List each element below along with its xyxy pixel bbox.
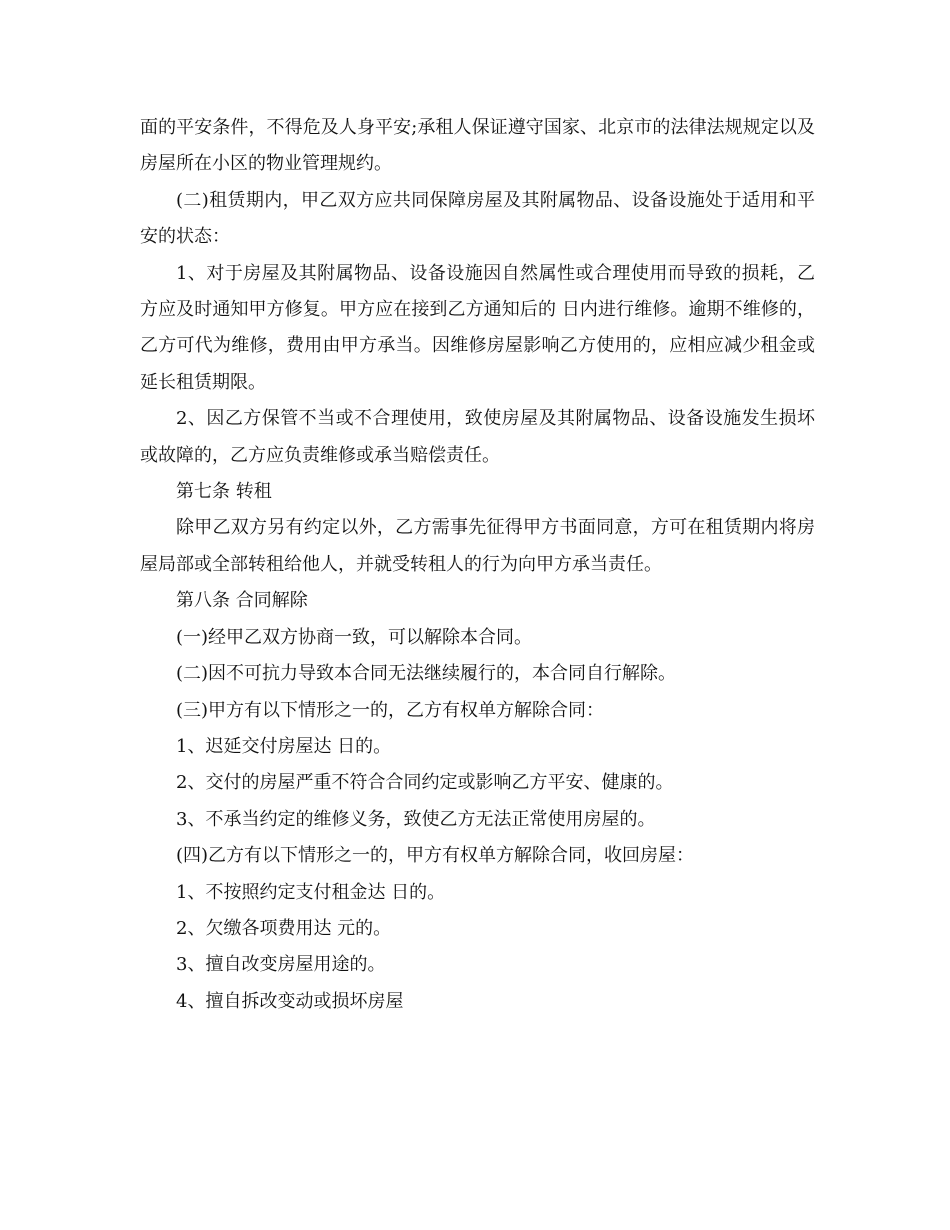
list-item-4-1: 1、不按照约定支付租金达 日的。 <box>176 881 446 903</box>
list-item-3-1: 1、迟延交付房屋达 日的。 <box>176 735 392 757</box>
paragraph-termination-4: (四)乙方有以下情形之一的，甲方有权单方解除合同，收回房屋： <box>176 845 695 867</box>
paragraph-continuation: 面的平安条件，不得危及人身平安;承租人保证遵守国家、北京市的法律法规规定以及房屋所在小区的物业管理规约。 <box>140 117 815 175</box>
paragraph-item-1-repair: 1、对于房屋及其附属物品、设备设施因自然属性或合理使用而导致的损耗，乙方应及时通知甲方修复。甲方应在接到乙方通知后的 日内进行维修。逾期不维修的，乙方可代为维修，费用由甲方承当。因维修房屋影响乙方使用的，应相应减少租金或延长租赁期限。 <box>140 262 815 393</box>
paragraph-sublease: 除甲乙双方另有约定以外，乙方需事先征得甲方书面同意，方可在租赁期内将房屋局部或全部转租给他人，并就受转租人的行为向甲方承当责任。 <box>140 517 815 575</box>
article-8-heading: 第八条 合同解除 <box>176 590 308 612</box>
article-7-heading: 第七条 转租 <box>176 481 272 503</box>
paragraph-termination-1: (一)经甲乙双方协商一致，可以解除本合同。 <box>176 626 533 648</box>
document-body <box>140 110 815 1020</box>
list-item-3-2: 2、交付的房屋严重不符合合同约定或影响乙方平安、健康的。 <box>176 772 674 794</box>
paragraph-clause-2: (二)租赁期内，甲乙双方应共同保障房屋及其附属物品、设备设施处于适用和平安的状态： <box>140 189 815 248</box>
paragraph-termination-2: (二)因不可抗力导致本合同无法继续履行的，本合同自行解除。 <box>176 663 677 685</box>
list-item-4-4: 4、擅自拆改变动或损坏房屋 <box>176 990 404 1012</box>
list-item-4-2: 2、欠缴各项费用达 元的。 <box>176 917 392 939</box>
list-item-3-3: 3、不承当约定的维修义务，致使乙方无法正常使用房屋的。 <box>176 808 656 830</box>
list-item-4-3: 3、擅自改变房屋用途的。 <box>176 954 386 976</box>
paragraph-item-2-damage: 2、因乙方保管不当或不合理使用，致使房屋及其附属物品、设备设施发生损坏或故障的，乙方应负责维修或承当赔偿责任。 <box>140 408 815 466</box>
paragraph-termination-3: (三)甲方有以下情形之一的，乙方有权单方解除合同： <box>176 699 605 721</box>
